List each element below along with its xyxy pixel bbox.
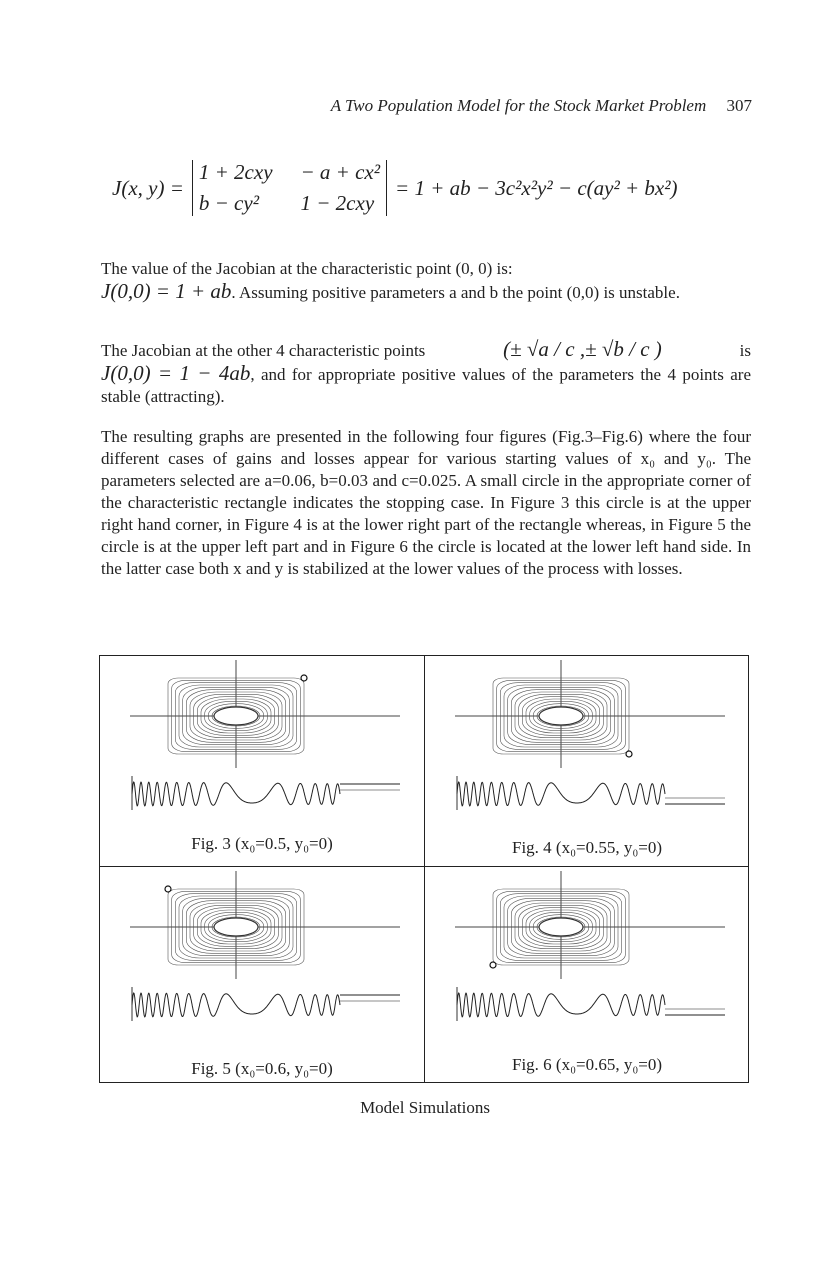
figure-6-plot <box>425 867 749 1077</box>
paragraph-2-rest: , and for appropriate positive values of the parameters the 4 points are stable (attracting). <box>101 365 751 406</box>
paragraph-2-tail: is <box>739 341 751 360</box>
figure-main-caption: Model Simulations <box>360 1098 490 1117</box>
running-title: A Two Population Model for the Stock Market Problem <box>330 96 707 115</box>
page-number: 307 <box>726 96 752 115</box>
jacobian-corner-value: J(0,0) = 1 − 4ab <box>101 361 251 385</box>
jacobian-determinant <box>192 160 387 216</box>
figure-5 <box>100 867 424 1077</box>
paragraph-2 <box>101 338 751 408</box>
figure-4-caption: Fig. 4 (x₀=0.55, y₀=0) <box>511 838 663 857</box>
figure-5-caption: Fig. 5 (x₀=0.6, y₀=0) <box>191 1059 333 1078</box>
paragraph-2-lead: The Jacobian at the other 4 characteristic points <box>101 341 426 360</box>
matrix-entry-12: − a + cx² <box>300 160 381 184</box>
jacobian-lhs: J(x, y) = <box>112 175 184 200</box>
matrix-entry-11: 1 + 2cxy <box>198 160 273 184</box>
matrix-entry-21: b − cy² <box>198 191 259 215</box>
jacobian-rhs: = 1 + ab − 3c²x²y² − c(ay² + bx²) <box>395 175 678 200</box>
figure-6 <box>425 867 749 1077</box>
running-header <box>100 96 752 116</box>
figure-4-plot <box>425 656 749 866</box>
jacobian-origin-value: J(0,0) = 1 + ab <box>101 279 232 303</box>
paragraph-1 <box>101 258 751 304</box>
paragraph-1-line1: The value of the Jacobian at the characteristic point (0, 0) is: <box>101 259 513 278</box>
figure-4 <box>425 656 749 866</box>
figure-5-plot <box>100 867 424 1077</box>
characteristic-points: (± √a / c ,± √b / c ) <box>503 337 662 361</box>
figure-panel <box>99 655 749 1083</box>
paragraph-1-rest: . Assuming positive parameters a and b the point (0,0) is unstable. <box>231 283 680 302</box>
matrix-entry-22: 1 − 2cxy <box>300 191 375 215</box>
figure-3 <box>100 656 424 866</box>
jacobian-equation <box>112 146 678 230</box>
paragraph-3: The resulting graphs are presented in the following four figures (Fig.3–Fig.6) where the four different cases of gains and losses appear for various starting values of x₀ and y₀. The parameters selected are a=0.06, b=0.03 and c=0.025. A small circle in the appropriate corner of the characteristic rectangle indicates the stopping case. In Figure 3 this circle is at the upper right hand corner, in Figure 4 is at the lower right part of the rectangle whereas, in Figure 5 the circle is at the upper left part and in Figure 6 the circle is located at the lower left hand side. In the latter case both x and y is stabilized at the lower values of the process with losses. <box>101 427 751 578</box>
figure-6-caption: Fig. 6 (x₀=0.65, y₀=0) <box>511 1055 663 1074</box>
figure-3-caption: Fig. 3 (x₀=0.5, y₀=0) <box>191 834 333 853</box>
